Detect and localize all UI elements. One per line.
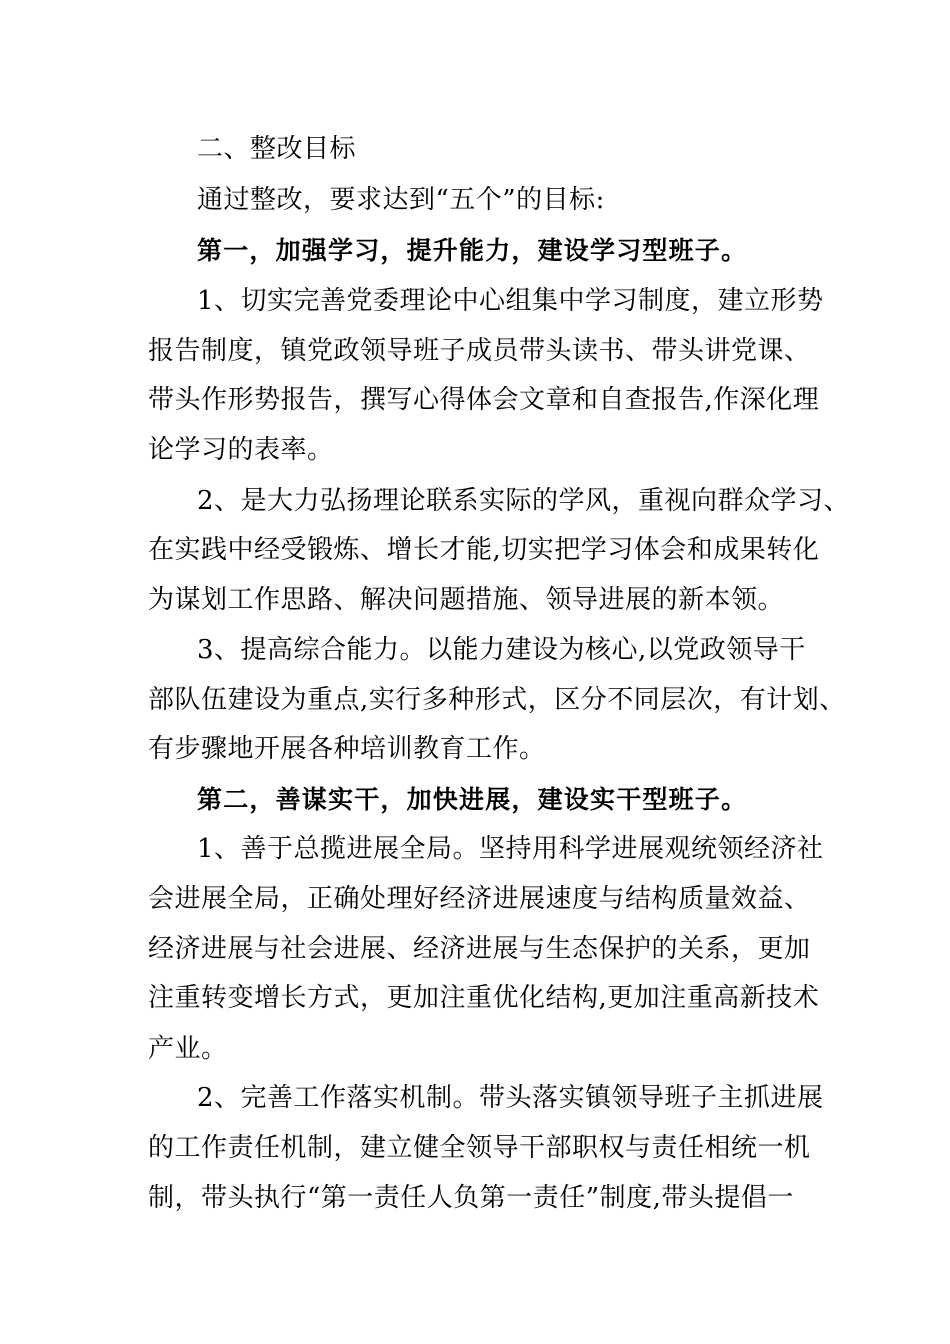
- paragraph-line: 会进展全局，正确处理好经济进展速度与结构质量效益、: [148, 884, 811, 914]
- paragraph-line: 1、善于总揽进展全局。坚持用科学进展观统领经济社: [197, 834, 824, 864]
- bold-subheading: 第二，善谋实干，加快进展，建设实干型班子。: [197, 785, 748, 814]
- bold-subheading: 第一，加强学习，提升能力，建设学习型班子。: [197, 236, 748, 265]
- paragraph-line: 制，带头执行“第一责任人负第一责任”制度,带头提倡一: [148, 1183, 794, 1213]
- paragraph-line: 为谋划工作思路、解决问题措施、领导进展的新本领。: [148, 585, 785, 615]
- section-heading: 二、整改目标: [197, 134, 357, 164]
- paragraph-line: 的工作责任机制，建立健全领导干部职权与责任相统一机: [148, 1133, 811, 1163]
- paragraph-line: 3、提高综合能力。以能力建设为核心,以党政领导干: [197, 635, 806, 665]
- paragraph-line: 部队伍建设为重点,实行多种形式，区分不同层次，有计划、: [148, 685, 846, 715]
- paragraph-line: 产业。: [148, 1034, 228, 1064]
- paragraph-line: 带头作形势报告，撰写心得体会文章和自查报告,作深化理: [148, 385, 820, 415]
- paragraph-line: 2、是大力弘扬理论联系实际的学风，重视向群众学习、: [197, 486, 851, 516]
- paragraph-line: 2、完善工作落实机制。带头落实镇领导班子主抓进展: [197, 1083, 824, 1113]
- paragraph-line: 在实践中经受锻炼、增长才能,切实把学习体会和成果转化: [148, 535, 820, 565]
- paragraph-line: 有步骤地开展各种培训教育工作。: [148, 734, 546, 764]
- paragraph-line: 通过整改，要求达到“五个”的目标:: [197, 185, 605, 215]
- paragraph-line: 经济进展与社会进展、经济进展与生态保护的关系，更加: [148, 934, 811, 964]
- paragraph-line: 1、切实完善党委理论中心组集中学习制度，建立形势: [197, 286, 824, 316]
- paragraph-line: 论学习的表率。: [148, 435, 334, 465]
- paragraph-line: 报告制度，镇党政领导班子成员带头读书、带头讲党课、: [148, 336, 811, 366]
- paragraph-line: 注重转变增长方式，更加注重优化结构,更加注重高新技术: [148, 983, 820, 1013]
